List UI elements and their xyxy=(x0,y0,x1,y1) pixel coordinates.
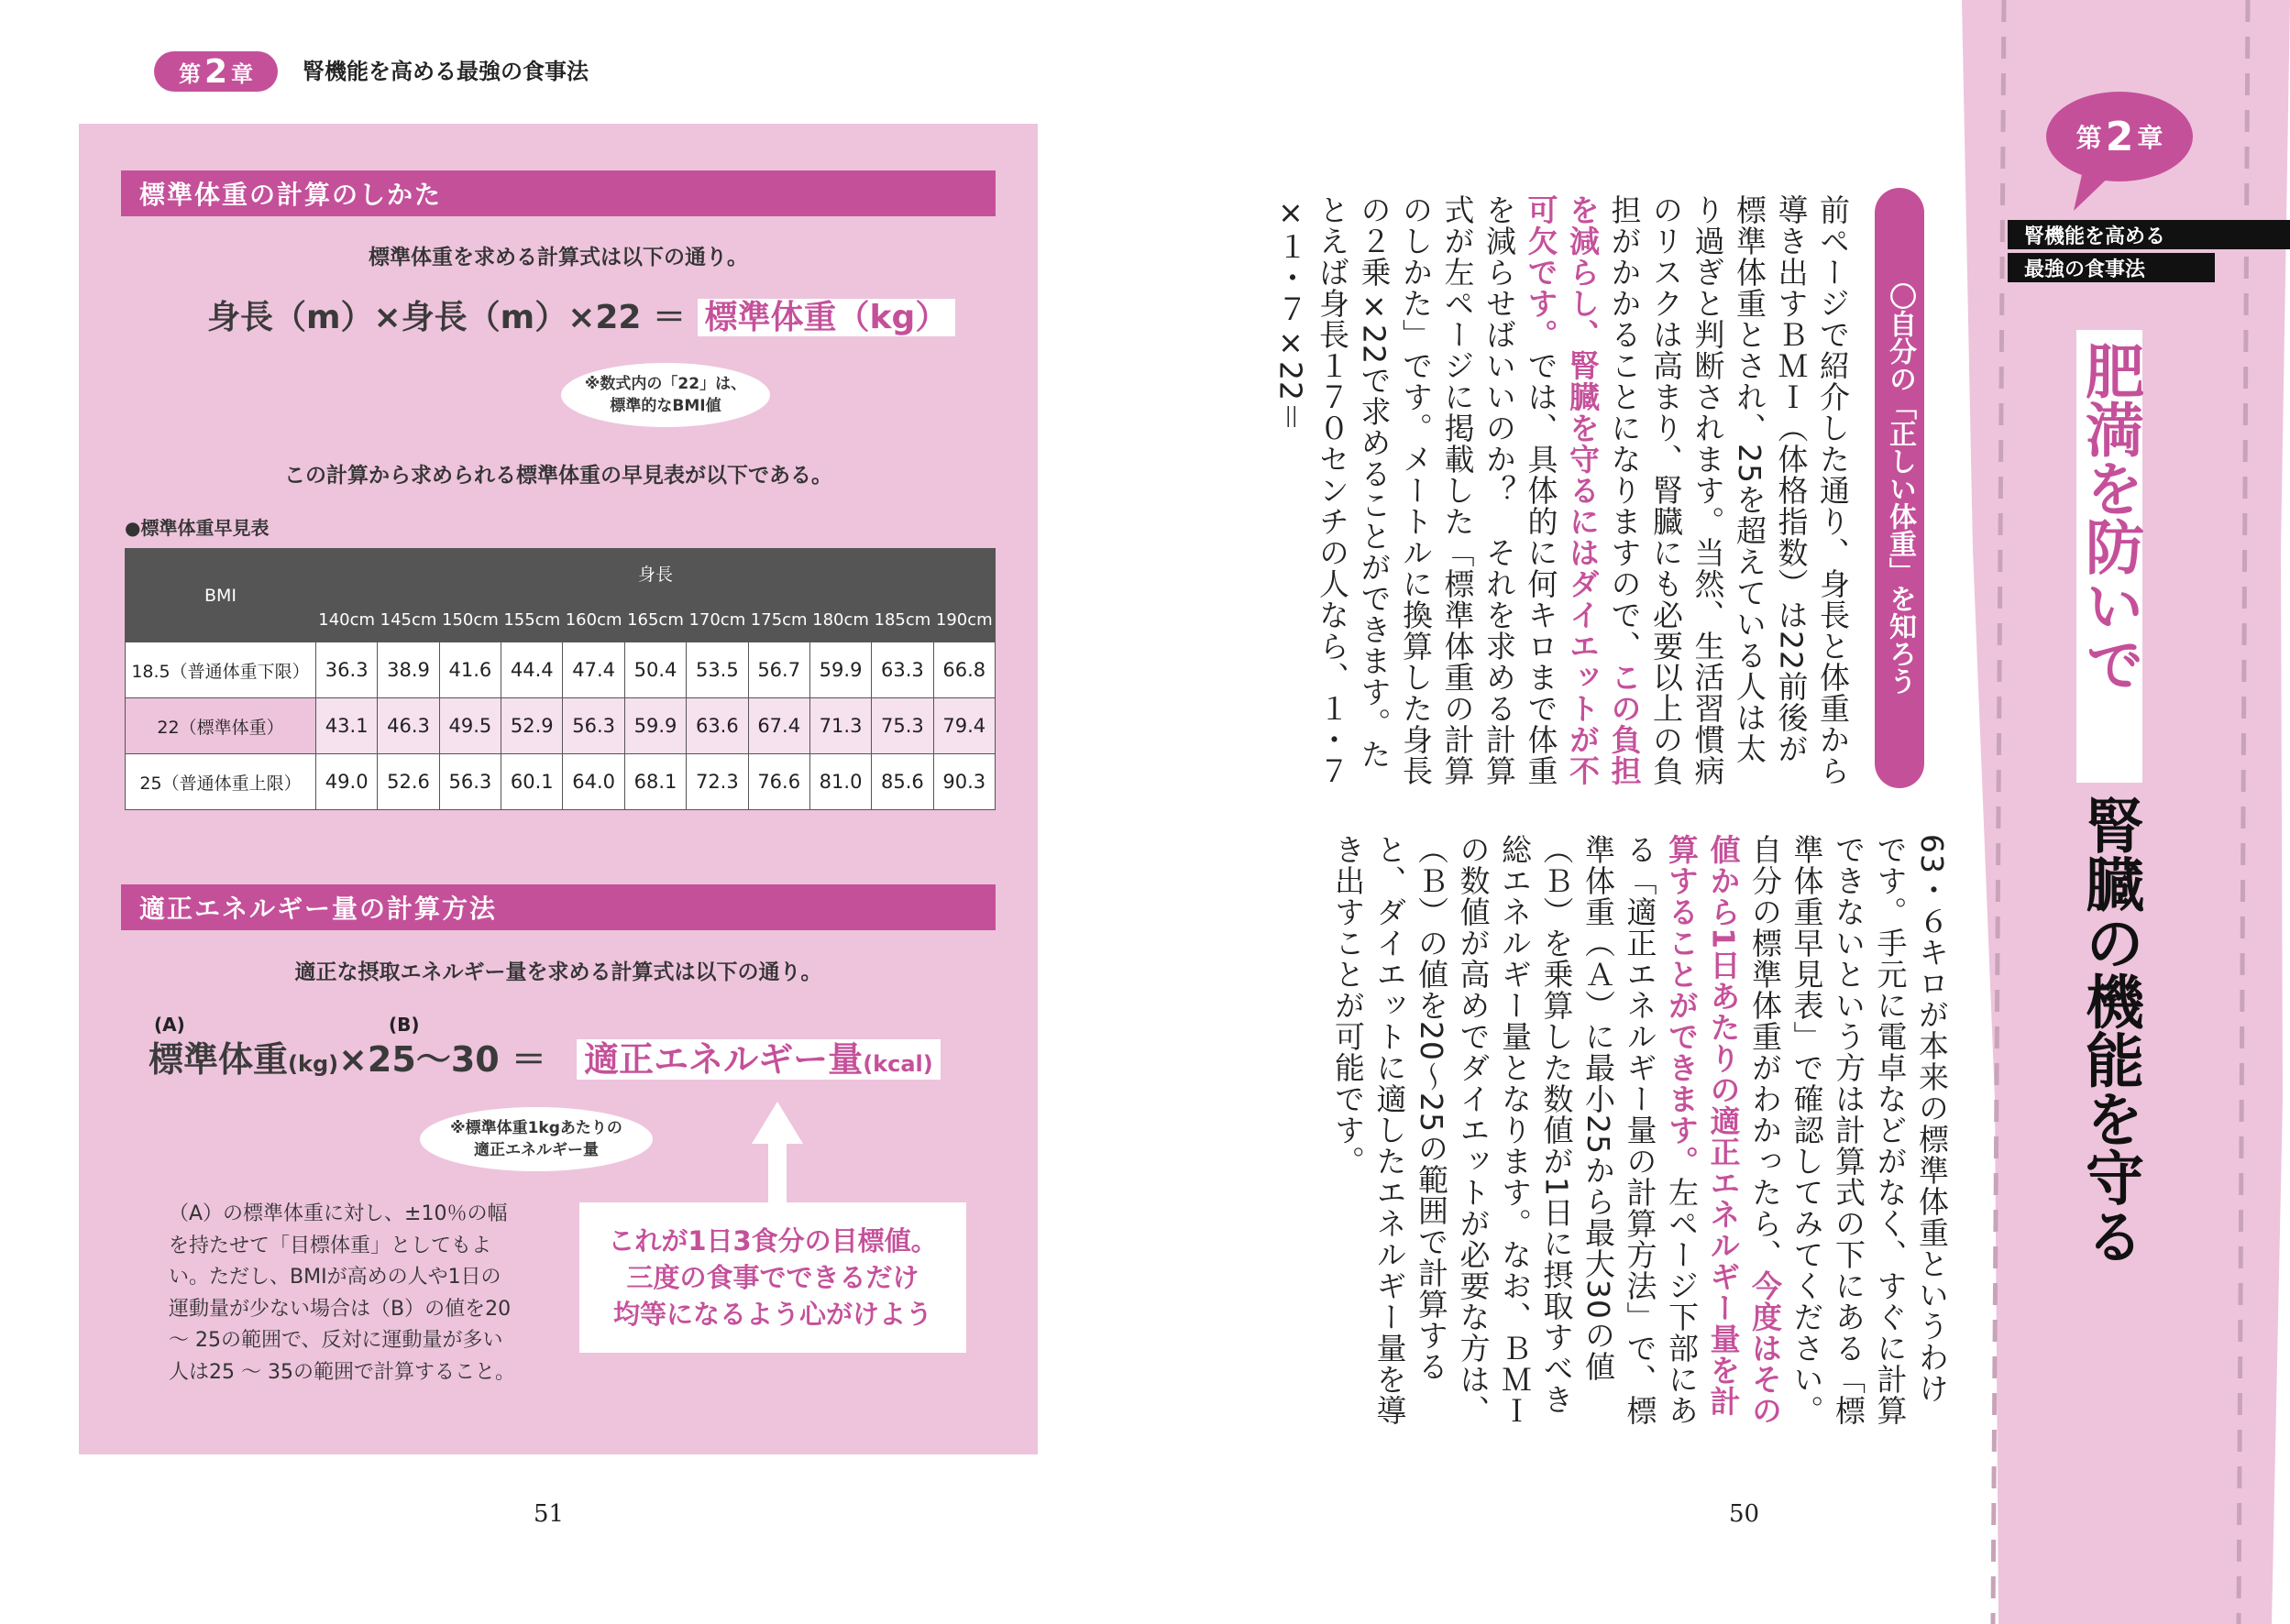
col-header: 150cm xyxy=(439,598,501,642)
goal-line3: 均等になるよう心がけよう xyxy=(612,1299,932,1330)
table-row xyxy=(126,642,996,698)
table-row xyxy=(126,754,996,810)
chapter-pill xyxy=(154,51,278,92)
table-cell: 63.3 xyxy=(872,642,933,698)
formula2-result: 適正エネルギー量 xyxy=(584,1039,864,1080)
note-22-bubble xyxy=(561,363,770,427)
col-header: 145cm xyxy=(378,598,439,642)
note22-line2: 標準的なBMI値 xyxy=(610,397,721,415)
side-bar-1: 腎機能を高める xyxy=(2008,220,2290,249)
formula2-result-box xyxy=(577,1039,941,1080)
table-cell: 52.6 xyxy=(378,754,439,810)
formula2-unit2: (kcal) xyxy=(863,1051,933,1077)
upper-text-2: では、具体的に何キロまで体重を減らせばいいのか？ それを求める計算式が左ページに掲載した「標準体重の計算のしかた」です。メートルに換算した身長の２乗×22で求めることができます。たとえば身長１７０センチの人なら、１・７×１・７×22＝ xyxy=(1272,194,1559,786)
side-chapter-prefix: 第 xyxy=(2075,123,2102,153)
table-cell: 66.8 xyxy=(933,642,995,698)
table-cell: 67.4 xyxy=(748,698,809,754)
table-corner: BMI xyxy=(126,549,316,642)
body-text-upper xyxy=(1272,194,1854,790)
side-chapter-suffix: 章 xyxy=(2137,123,2163,153)
table-cell: 81.0 xyxy=(809,754,871,810)
chapter-number: 2 xyxy=(204,52,228,91)
up-arrow-icon xyxy=(752,1102,803,1204)
section1-intro: 標準体重を求める計算式は以下の通り。 xyxy=(369,246,748,269)
formula2-unit1: (kg) xyxy=(288,1051,339,1077)
table-cell: 47.4 xyxy=(563,642,624,698)
table-cell: 49.5 xyxy=(439,698,501,754)
table-cell: 59.9 xyxy=(624,698,686,754)
table-row xyxy=(126,698,996,754)
label-a: (A) xyxy=(154,1014,185,1036)
lower-text-3: 左ページ下部にある「適正エネルギー量の計算方法」で、標準体重（Ａ）に最小25から最大30の値（Ｂ）を乗算した数値が1日に摂取すべき総エネルギー量となります。なお、ＢＭＩの数値が高めでダイエットが必要な方は、（Ｂ）の値を20〜25の範囲で計算すると、ダイエットに適したエネルギー量を導き出すことが可能です。 xyxy=(1330,834,1700,1426)
col-header: 160cm xyxy=(563,598,624,642)
col-header: 155cm xyxy=(501,598,563,642)
badge-tail-icon xyxy=(2074,170,2119,211)
col-header: 170cm xyxy=(687,598,748,642)
table-cell: 71.3 xyxy=(809,698,871,754)
subheading: 〇自分の「正しい体重」を知ろう xyxy=(1875,188,1924,788)
chapter-suffix: 章 xyxy=(231,60,254,87)
chapter-prefix: 第 xyxy=(178,60,201,87)
table-cell: 49.0 xyxy=(316,754,378,810)
upper-text-bold: この負担を減らし、腎臓を守るにはダイエットが不可欠です。 xyxy=(1523,194,1643,786)
table-cell: 76.6 xyxy=(748,754,809,810)
goal-line1: これが1日3食分の目標値。 xyxy=(608,1225,938,1256)
table-cell: 63.6 xyxy=(687,698,748,754)
title-black: 腎臓の機能を守る xyxy=(2075,796,2143,1265)
lower-text-2: 自分の標準体重がわかったら、 xyxy=(1747,834,1783,1270)
table-cell: 56.7 xyxy=(748,642,809,698)
table-cell: 53.5 xyxy=(687,642,748,698)
formula-standard-weight xyxy=(207,291,955,338)
section2-intro: 適正な摂取エネルギー量を求める計算式は以下の通り。 xyxy=(294,960,822,984)
running-title: 腎機能を高める最強の食事法 xyxy=(303,59,589,84)
note22-line1: ※数式内の「22」は、 xyxy=(584,375,747,393)
upper-text-1: 前ページで紹介した通り、身長と体重から導き出すＢＭＩ（体格指数）は22前後が標準体重とされ、25を超えている人は太り過ぎと判断されます。当然、生活習慣病のリスクは高まり、腎臓にも必要以上の負担がかかることになりますので、 xyxy=(1606,194,1851,786)
goal-line2: 三度の食事でできるだけ xyxy=(626,1262,919,1293)
note-kcal-bubble xyxy=(420,1107,653,1171)
note-target-weight: （A）の標準体重に対し、±10％の幅を持たせて「目標体重」としてもよい。ただし、BMIが高めの人や1日の運動量が少ない場合は（B）の値を20 〜 25の範囲で、反対に運動量が多い人は25 〜 35の範囲で計算すること。 xyxy=(169,1202,515,1384)
table-cell: 79.4 xyxy=(933,698,995,754)
col-header: 185cm xyxy=(872,598,933,642)
table-cell: 85.6 xyxy=(872,754,933,810)
section1-title: 標準体重の計算のしかた xyxy=(121,170,996,216)
formula2-mult: ×25〜30 ＝ xyxy=(338,1039,546,1080)
table-cell: 43.1 xyxy=(316,698,378,754)
section2-title: 適正エネルギー量の計算方法 xyxy=(121,884,996,930)
page-number-right: 50 xyxy=(1729,1500,1760,1528)
lower-text-1: 63・６キロが本来の標準体重というわけです。手元に電卓などがなく、すぐに計算できないという方は計算式の下にある「標準体重早見表」で確認してみてください。 xyxy=(1789,834,1950,1426)
row-label: 22（標準体重） xyxy=(126,698,316,754)
page-number-left: 51 xyxy=(534,1500,565,1528)
col-header: 190cm xyxy=(933,598,995,642)
title-pink: 肥満を防いで xyxy=(2076,330,2142,783)
standard-weight-table xyxy=(125,548,996,810)
col-header: 175cm xyxy=(748,598,809,642)
table-cell: 46.3 xyxy=(378,698,439,754)
col-header: 140cm xyxy=(316,598,378,642)
table-cell: 50.4 xyxy=(624,642,686,698)
goal-box xyxy=(579,1202,966,1353)
table-cell: 56.3 xyxy=(563,698,624,754)
side-bar-2: 最強の食事法 xyxy=(2008,253,2215,282)
table-cell: 60.1 xyxy=(501,754,563,810)
formula2-std: 標準体重 xyxy=(149,1039,289,1080)
side-chapter-number: 2 xyxy=(2105,113,2134,160)
table-cell: 52.9 xyxy=(501,698,563,754)
lower-text-bold: 今度はその値から1日あたりの適正エネルギー量を計算することができます。 xyxy=(1664,834,1783,1426)
col-header: 180cm xyxy=(809,598,871,642)
chapter-badge xyxy=(2046,92,2193,181)
row-label: 18.5（普通体重下限） xyxy=(126,642,316,698)
table-cell: 59.9 xyxy=(809,642,871,698)
table-caption: ●標準体重早見表 xyxy=(125,517,270,539)
table-cell: 41.6 xyxy=(439,642,501,698)
table-cell: 36.3 xyxy=(316,642,378,698)
table-intro: この計算から求められる標準体重の早見表が以下である。 xyxy=(284,464,832,488)
table-cell: 90.3 xyxy=(933,754,995,810)
formula1-result: 標準体重（kg） xyxy=(698,299,956,336)
table-cell: 44.4 xyxy=(501,642,563,698)
body-text-lower xyxy=(1283,834,1953,1430)
formula-energy xyxy=(149,1031,941,1081)
note-kcal-line1: ※標準体重1kgあたりの xyxy=(450,1119,622,1137)
table-height-header: 身長 xyxy=(316,549,996,598)
table-cell: 68.1 xyxy=(624,754,686,810)
table-cell: 75.3 xyxy=(872,698,933,754)
table-cell: 56.3 xyxy=(439,754,501,810)
row-label: 25（普通体重上限） xyxy=(126,754,316,810)
table-cell: 38.9 xyxy=(378,642,439,698)
table-cell: 64.0 xyxy=(563,754,624,810)
formula1-main: 身長（m）×身長（m）×22 ＝ xyxy=(207,299,686,336)
label-b: (B) xyxy=(389,1014,420,1036)
table-cell: 72.3 xyxy=(687,754,748,810)
col-header: 165cm xyxy=(624,598,686,642)
note-kcal-line2: 適正エネルギー量 xyxy=(474,1141,599,1159)
